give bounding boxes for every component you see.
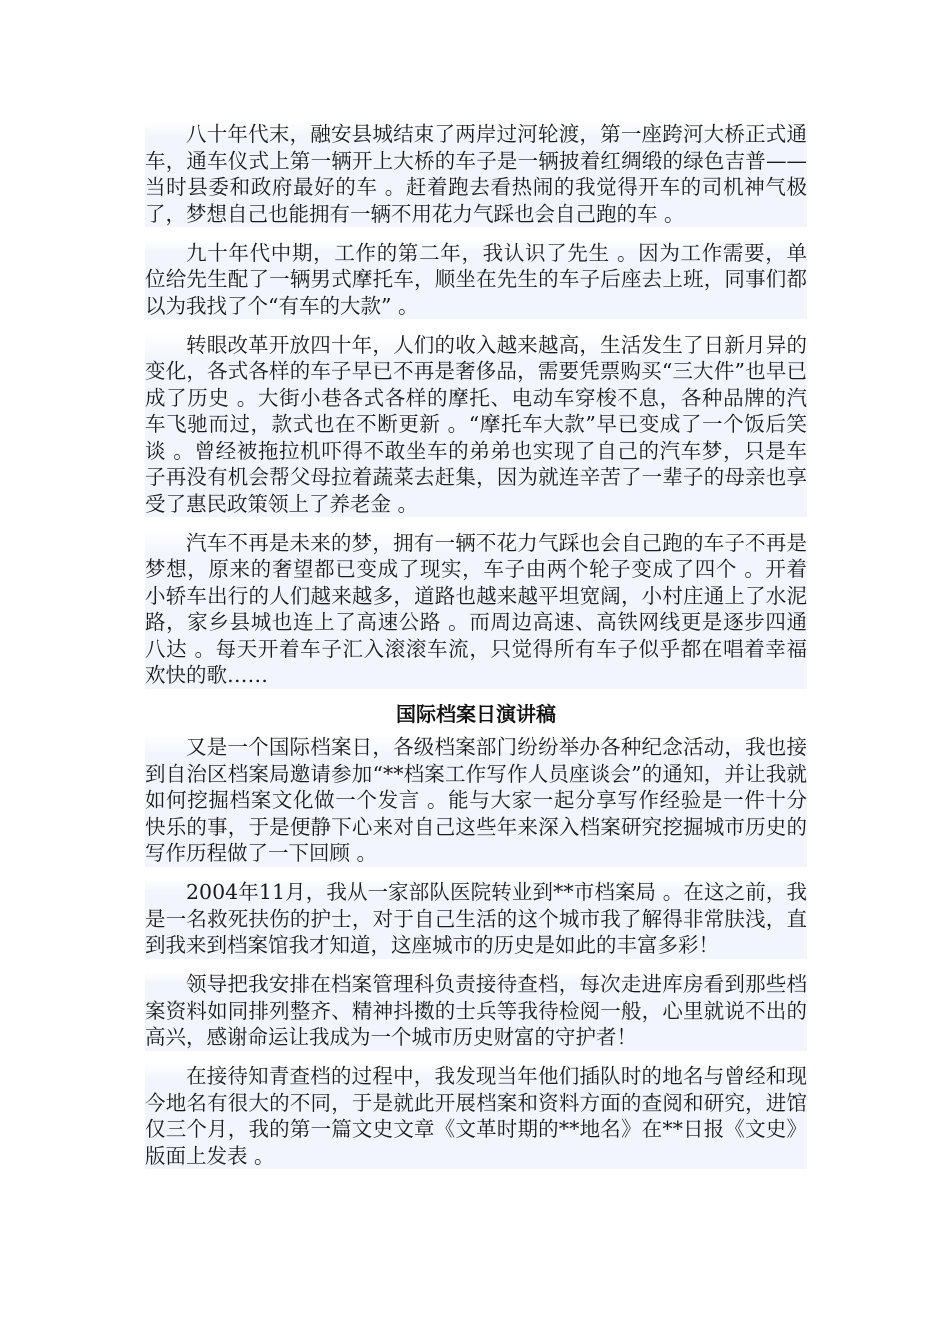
paragraph: 2004年11月，我从一家部队医院转业到**市档案局 。在这之前，我是一名救死扶伤的护士，对于自己生活的这个城市我了解得非常肤浅，直到我来到档案馆我才知道，这座城市的历史是如此的丰富多彩！ <box>145 880 807 957</box>
paragraph: 八十年代末，融安县城结束了两岸过河轮渡，第一座跨河大桥正式通车，通车仪式上第一辆开上大桥的车子是一辆披着红绸缎的绿色吉普——当时县委和政府最好的车 。赶着跑去看热闹的我觉得开车的司机神气极了，梦想自己也能拥有一辆不用花力气踩也会自己跑的车 。 <box>145 122 807 226</box>
paragraph: 在接待知青查档的过程中，我发现当年他们插队时的地名与曾经和现今地名有很大的不同，于是就此开展档案和资料方面的查阅和研究，进馆仅三个月，我的第一篇文史文章《文革时期的**地名》在**日报《文史》版面上发表 。 <box>145 1064 807 1168</box>
paragraph: 九十年代中期，工作的第二年，我认识了先生 。因为工作需要，单位给先生配了一辆男式摩托车，顺坐在先生的车子后座去上班，同事们都以为我找了个“有车的大款” 。 <box>145 240 807 318</box>
paragraph: 又是一个国际档案日，各级档案部门纷纷举办各种纪念活动，我也接到自治区档案局邀请参加“**档案工作写作人员座谈会”的通知，并让我就如何挖掘档案文化做一个发言 。能与大家一起分享写作经验是一件十分快乐的事，于是便静下心来对自己这些年来深入档案研究挖掘城市历史的写作历程做了一下回顾 。 <box>145 735 807 865</box>
document-body <box>145 121 807 1182</box>
paragraph: 汽车不再是未来的梦，拥有一辆不花力气踩也会自己跑的车子不再是梦想，原来的奢望都已变成了现实，车子由两个轮子变成了四个 。开着小轿车出行的人们越来越多，道路也越来越平坦宽阔，小村庄通上了水泥路，家乡县城也连上了高速公路 。而周边高速、高铁网线更是逐步四通八达 。每天开着车子汇入滚滚车流，只觉得所有车子似乎都在唱着幸福欢快的歌…… <box>145 530 807 687</box>
paragraph: 领导把我安排在档案管理科负责接待查档，每次走进库房看到那些档案资料如同排列整齐、精神抖擞的士兵等我待检阅一般，心里就说不出的高兴，感谢命运让我成为一个城市历史财富的守护者！ <box>145 972 807 1049</box>
section-heading: 国际档案日演讲稿 <box>396 702 556 726</box>
paragraph: 转眼改革开放四十年，人们的收入越来越高，生活发生了日新月异的变化，各式各样的车子早已不再是奢侈品，需要凭票购买“三大件”也早已成了历史 。大街小巷各式各样的摩托、电动车穿梭不息，各种品牌的汽车飞驰而过，款式也在不断更新 。“摩托车大款”早已变成了一个饭后笑谈 。曾经被拖拉机吓得不敢坐车的弟弟也实现了自己的汽车梦，只是车子再没有机会帮父母拉着蔬菜去赶集，因为就连辛苦了一辈子的母亲也享受了惠民政策领上了养老金 。 <box>145 332 807 516</box>
